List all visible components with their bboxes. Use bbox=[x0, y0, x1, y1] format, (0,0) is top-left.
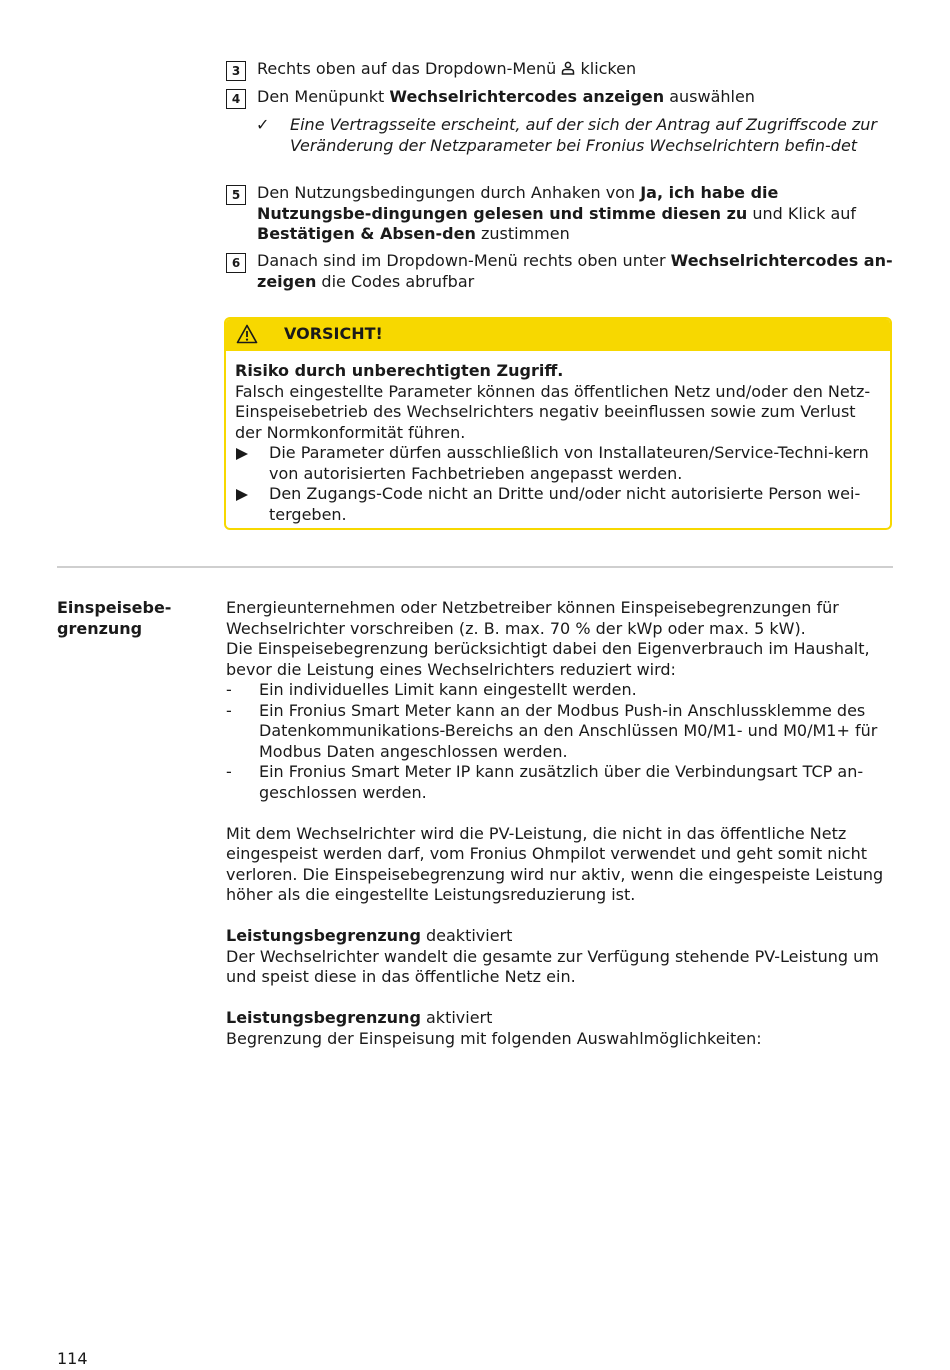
step-text-mid: und Klick auf bbox=[747, 203, 857, 223]
caution-text: Falsch eingestellte Parameter können das öffentlichen Netz und/oder den Netz-Einspeisebetrieb des Wechselrichters negativ beeinflussen sowie zum Verlust der Normkonformität führen. bbox=[235, 381, 871, 442]
subheading-state: aktiviert bbox=[420, 1008, 493, 1027]
step-text: Den Menüpunkt bbox=[257, 87, 390, 106]
subheading-state: deaktiviert bbox=[420, 926, 513, 945]
step-text-end: zustimmen bbox=[475, 224, 570, 243]
step-text: Den Nutzungsbedingungen durch Anhaken von bbox=[257, 183, 641, 202]
list-dash: - bbox=[226, 762, 232, 781]
paragraph: Die Einspeisebegrenzung berücksichtigt dabei den Eigenverbrauch im Haushalt, bevor die Leistung eines Wechselrichters reduziert wird: bbox=[226, 639, 870, 679]
list-item-text: Ein individuelles Limit kann eingestellt werden. bbox=[259, 680, 637, 699]
bullet-arrow-icon bbox=[236, 489, 248, 501]
list-item bbox=[226, 680, 894, 701]
paragraph: Energieunternehmen oder Netzbetreiber können Einspeisebegrenzungen für Wechselrichter vorschreiben (z. B. max. 70 % der kWp oder max. 5 kW). bbox=[226, 598, 839, 638]
paragraph: Mit dem Wechselrichter wird die PV-Leistung, die nicht in das öffentliche Netz eingespeist werden darf, vom Fronius Ohmpilot verwendet und geht somit nicht verloren. Die Einspeisebegrenzung wird nur aktiv, wenn die eingespeiste Leistung höher als die eingestellte Leistungsreduzierung ist. bbox=[226, 823, 884, 904]
step-number: 5 bbox=[226, 185, 246, 205]
step-number: 3 bbox=[226, 61, 246, 81]
caution-body bbox=[235, 361, 885, 525]
step-text-end: auswählen bbox=[664, 87, 755, 106]
list-item-text: Ein Fronius Smart Meter kann an der Modbus Push-in Anschlussklemme des Datenkommunikations-Bereichs an den Anschlüssen M0/M1- und M0/M1+ für Modbus Daten angeschlossen werden. bbox=[259, 700, 878, 761]
step-5 bbox=[226, 183, 896, 245]
step-6 bbox=[226, 251, 896, 292]
section-label: Einspeisebe-grenzung bbox=[57, 598, 172, 638]
list-dash: - bbox=[226, 700, 232, 720]
page-number: 114 bbox=[57, 1349, 88, 1368]
caution-header bbox=[226, 319, 890, 351]
step-3 bbox=[226, 59, 896, 80]
check-icon: ✓ bbox=[256, 115, 270, 134]
list-item bbox=[226, 701, 894, 763]
step-number: 6 bbox=[226, 253, 246, 273]
caution-title: VORSICHT! bbox=[284, 324, 383, 343]
menu-item-name: Wechselrichtercodes an-zeigen bbox=[257, 251, 893, 291]
step-result bbox=[256, 115, 886, 156]
step-text: Rechts oben auf das Dropdown-Menü bbox=[257, 59, 562, 78]
list-item-text: Ein Fronius Smart Meter IP kann zusätzlich über die Verbindungsart TCP an-geschlossen werden. bbox=[259, 762, 864, 802]
user-icon bbox=[561, 59, 575, 78]
menu-item-name: Wechselrichtercodes anzeigen bbox=[389, 87, 665, 106]
bullet-text: Die Parameter dürfen ausschließlich von Installateuren/Service-Techni-kern von autorisierten Fachbetrieben angepasst werden. bbox=[269, 443, 869, 483]
caution-bullet bbox=[235, 484, 885, 525]
subheading-off bbox=[226, 926, 894, 947]
result-text: Eine Vertragsseite erscheint, auf der sich der Antrag auf Zugriffscode zur Veränderung der Netzparameter bei Fronius Wechselrichtern befin-det bbox=[290, 115, 877, 155]
paragraph: Begrenzung der Einspeisung mit folgenden Auswahlmöglichkeiten: bbox=[226, 1028, 762, 1048]
step-4 bbox=[226, 87, 896, 108]
section-content bbox=[226, 598, 894, 1049]
bullet-arrow-icon bbox=[236, 448, 248, 460]
list-item bbox=[226, 762, 894, 803]
step-text: Danach sind im Dropdown-Menü rechts oben unter bbox=[257, 251, 671, 270]
step-number: 4 bbox=[226, 89, 246, 109]
subheading-on bbox=[226, 1008, 894, 1029]
caution-heading: Risiko durch unberechtigten Zugriff. bbox=[235, 361, 564, 380]
list-dash: - bbox=[226, 680, 232, 699]
caution-box bbox=[224, 317, 892, 530]
button-label: Bestätigen & Absen-den bbox=[257, 224, 476, 243]
bullet-text: Den Zugangs-Code nicht an Dritte und/oder nicht autorisierte Person wei-tergeben. bbox=[269, 484, 861, 524]
caution-bullet bbox=[235, 443, 885, 484]
warning-icon bbox=[236, 324, 258, 344]
step-text-end: klicken bbox=[575, 59, 637, 78]
checkbox-label: Ja, ich habe die Nutzungsbe-dingungen gelesen und stimme diesen zu bbox=[257, 183, 779, 223]
paragraph: Der Wechselrichter wandelt die gesamte zur Verfügung stehende PV-Leistung um und speist diese in das öffentliche Netz ein. bbox=[226, 946, 879, 986]
subheading-bold: Leistungsbegrenzung bbox=[226, 926, 421, 945]
subheading-bold: Leistungsbegrenzung bbox=[226, 1008, 421, 1027]
section-divider bbox=[57, 566, 893, 568]
step-text-end: die Codes abrufbar bbox=[316, 271, 475, 291]
